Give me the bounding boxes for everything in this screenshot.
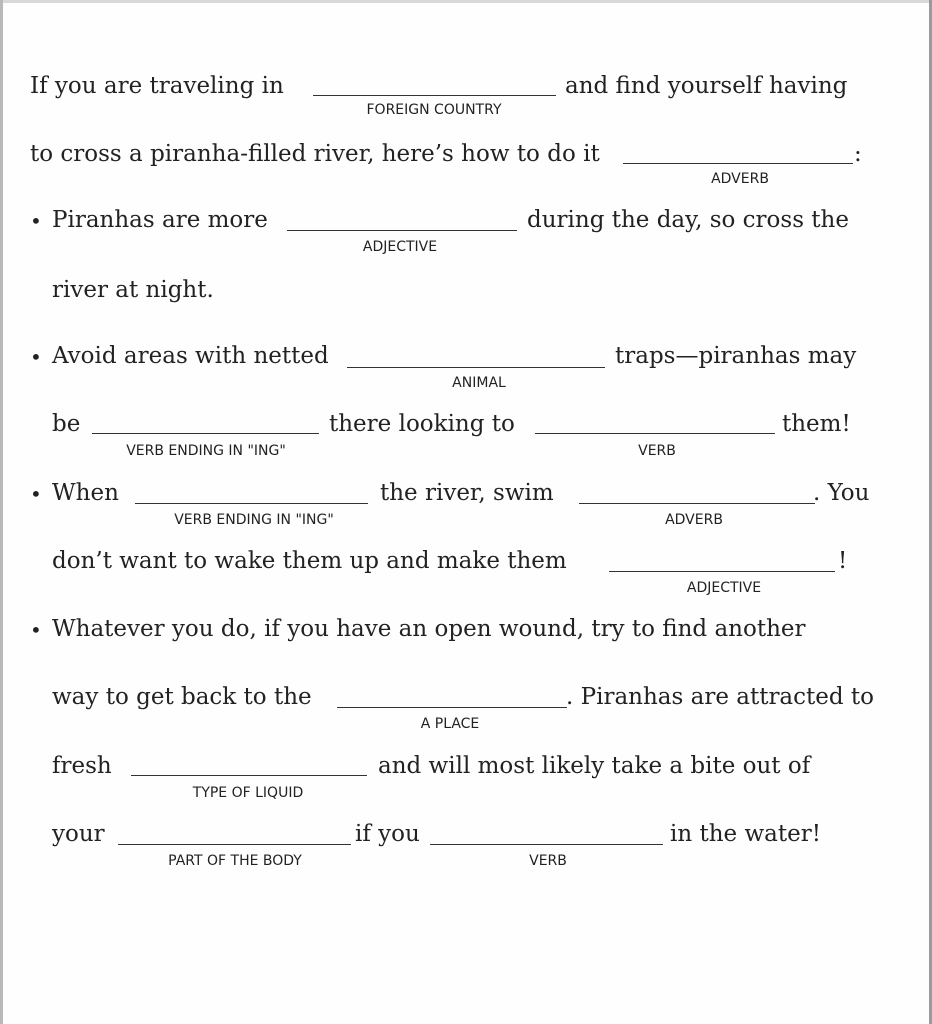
blank-line[interactable] (347, 367, 605, 368)
blank-label: TYPE OF LIQUID (192, 785, 304, 801)
blank-label: VERB (529, 853, 567, 869)
page-border-left (0, 0, 3, 1024)
text-line3-start: Piranhas are more (52, 207, 268, 233)
blank-line[interactable] (579, 503, 815, 504)
text-line6-end: them! (782, 411, 851, 437)
text-line10-end: . Piranhas are attracted to (566, 684, 875, 710)
blank-line[interactable] (135, 503, 368, 504)
text-line10-start: way to get back to the (52, 684, 312, 710)
blank-line[interactable] (609, 571, 835, 572)
blank-label: ADVERB (665, 512, 723, 528)
blank-line[interactable] (337, 707, 567, 708)
blank-label: ANIMAL (452, 375, 506, 391)
text-line7-mid: the river, swim (380, 480, 554, 506)
blank-line[interactable] (623, 163, 853, 164)
text-line11-start: fresh (52, 753, 112, 779)
text-line1-end: and find yourself having (565, 73, 848, 99)
text-line3-end: during the day, so cross the (527, 207, 849, 233)
text-line9: Whatever you do, if you have an open wound, try to find another (52, 616, 806, 642)
text-line12-start: your (52, 821, 105, 847)
text-line6-start: be (52, 411, 81, 437)
blank-label: PART OF THE BODY (168, 853, 302, 869)
blank-label: VERB (638, 443, 676, 459)
text-line8-end: ! (838, 548, 848, 574)
text-line11-end: and will most likely take a bite out of (378, 753, 811, 779)
text-line4: river at night. (52, 277, 214, 303)
text-line7-start: When (52, 480, 119, 506)
blank-label: FOREIGN COUNTRY (366, 102, 502, 118)
blank-line[interactable] (92, 433, 319, 434)
bullet: • (30, 345, 42, 369)
blank-line[interactable] (535, 433, 775, 434)
blank-label: VERB ENDING IN "ING" (174, 512, 334, 528)
bullet: • (30, 209, 42, 233)
text-line2-end: : (854, 141, 862, 167)
text-line7-end: . You (813, 480, 870, 506)
text-line6-mid: there looking to (329, 411, 515, 437)
blank-line[interactable] (313, 95, 556, 96)
blank-label: ADVERB (711, 171, 769, 187)
blank-line[interactable] (118, 844, 351, 845)
text-line5-start: Avoid areas with netted (52, 343, 329, 369)
blank-label: A PLACE (420, 716, 480, 732)
blank-label: ADJECTIVE (686, 580, 762, 596)
blank-line[interactable] (430, 844, 663, 845)
text-line12-mid: if you (355, 821, 420, 847)
bullet: • (30, 482, 42, 506)
text-line8-start: don’t want to wake them up and make them (52, 548, 567, 574)
text-line5-end: traps—piranhas may (615, 343, 857, 369)
text-line1-start: If you are traveling in (30, 73, 284, 99)
text-line12-end: in the water! (670, 821, 821, 847)
blank-label: VERB ENDING IN "ING" (126, 443, 286, 459)
text-line2-start: to cross a piranha-filled river, here’s how to do it (30, 141, 600, 167)
bullet: • (30, 618, 42, 642)
blank-line[interactable] (287, 230, 517, 231)
page-border-top (0, 0, 932, 3)
blank-line[interactable] (131, 775, 367, 776)
blank-label: ADJECTIVE (362, 239, 438, 255)
